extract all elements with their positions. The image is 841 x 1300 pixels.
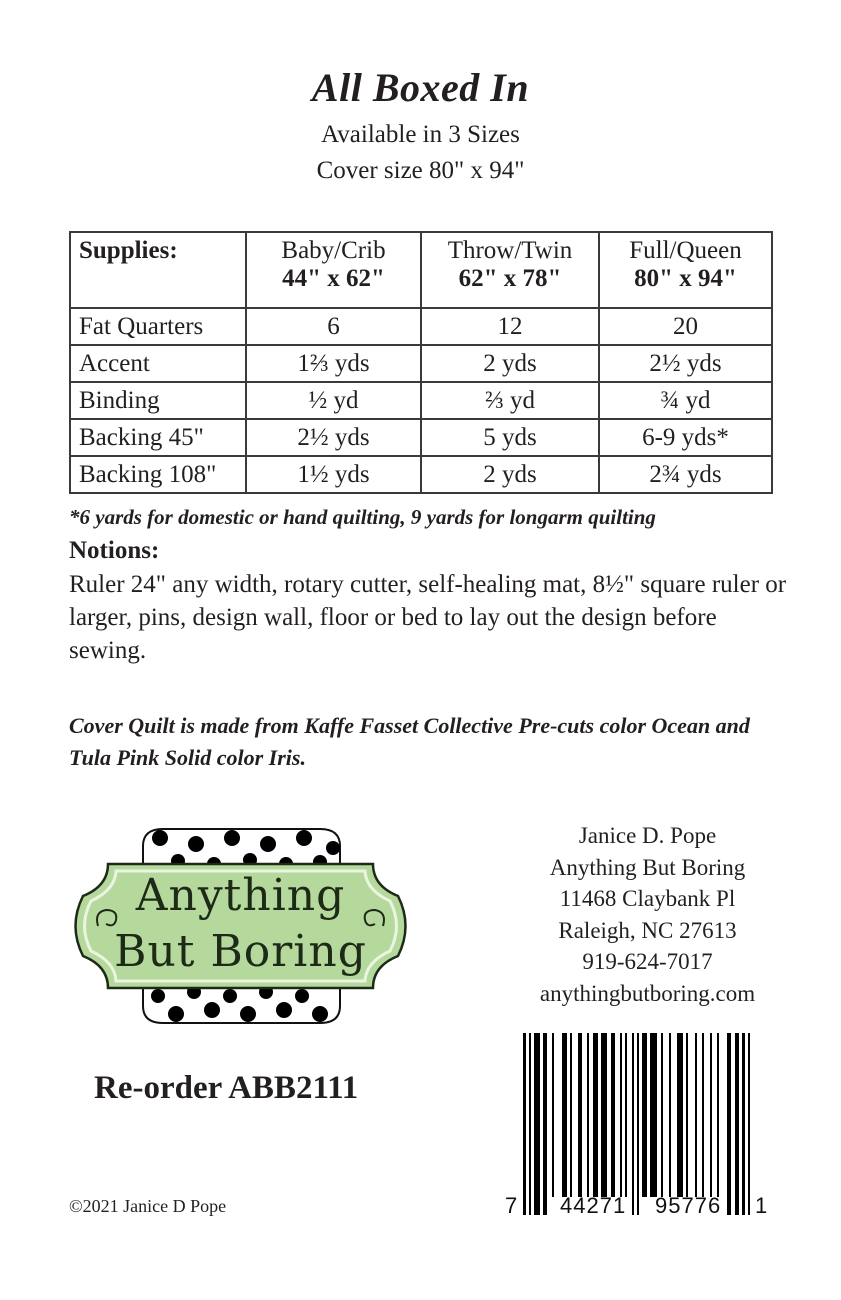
row-value: ¾ yd — [599, 382, 772, 419]
row-value: 2½ yds — [246, 419, 421, 456]
copyright: ©2021 Janice D Pope — [69, 1196, 227, 1216]
barcode-icon — [505, 1033, 770, 1223]
cover-size: Cover size 80" x 94" — [316, 157, 525, 184]
supplies-table — [69, 231, 773, 494]
row-value: 5 yds — [421, 419, 599, 456]
row-value: 1⅔ yds — [246, 345, 421, 382]
size-dims: 80" x 94" — [634, 264, 737, 292]
contact-website[interactable]: anythingbutboring.com — [539, 980, 756, 1006]
notions-heading: Notions: — [69, 537, 160, 564]
row-value: 6-9 yds* — [599, 419, 772, 456]
contact-street: 11468 Claybank Pl — [559, 886, 736, 911]
table-row — [70, 345, 772, 382]
size-column-baby — [246, 232, 421, 308]
size-name: Full/Queen — [629, 237, 742, 264]
contact-company: Anything But Boring — [549, 854, 746, 880]
row-value: ½ yd — [246, 382, 421, 419]
contact-phone: 919-624-7017 — [582, 949, 713, 974]
row-value: 20 — [599, 308, 772, 345]
row-value: 12 — [421, 308, 599, 345]
logo-line-2: But Boring — [114, 926, 367, 977]
table-row — [70, 419, 772, 456]
size-column-full — [599, 232, 772, 308]
row-value: 1½ yds — [246, 456, 421, 493]
upc-barcode — [505, 1033, 770, 1223]
brand-logo — [68, 826, 413, 1026]
reorder-code: Re-order ABB2111 — [94, 1070, 359, 1106]
notions-text: Ruler 24" any width, rotary cutter, self-healing mat, 8½" square ruler or larger, pins, design wall, floor or bed to lay out the design before sewing. — [69, 571, 787, 664]
row-value: 2 yds — [421, 456, 599, 493]
size-column-throw — [421, 232, 599, 308]
table-row — [70, 308, 772, 345]
size-dims: 44" x 62" — [282, 264, 385, 292]
supplies-label: Supplies: — [70, 232, 246, 308]
sizes-available: Available in 3 Sizes — [321, 121, 520, 148]
barcode-group-1: 44271 — [560, 1193, 627, 1218]
size-name: Baby/Crib — [281, 237, 386, 264]
cover-quilt-note: Cover Quilt is made from Kaffe Fasset Collective Pre-cuts color Ocean and Tula Pink Solid color Iris. — [69, 713, 750, 770]
table-row — [70, 382, 772, 419]
table-header-row — [70, 232, 772, 308]
barcode-group-2: 95776 — [655, 1193, 722, 1218]
row-item: Backing 45" — [70, 419, 246, 456]
row-value: 2¾ yds — [599, 456, 772, 493]
logo-line-1: Anything — [135, 870, 346, 921]
row-item: Backing 108" — [70, 456, 246, 493]
row-value: 6 — [246, 308, 421, 345]
barcode-digit-right: 1 — [755, 1193, 768, 1218]
barcode-digit-left: 7 — [505, 1193, 518, 1218]
row-item: Binding — [70, 382, 246, 419]
contact-name: Janice D. Pope — [578, 823, 717, 848]
table-row — [70, 456, 772, 493]
contact-city: Raleigh, NC 27613 — [558, 917, 737, 943]
row-value: 2 yds — [421, 345, 599, 382]
row-value: 2½ yds — [599, 345, 772, 382]
contact-block — [490, 820, 805, 1009]
row-item: Fat Quarters — [70, 308, 246, 345]
size-dims: 62" x 78" — [458, 264, 562, 292]
pattern-title: All Boxed In — [311, 65, 530, 110]
row-item: Accent — [70, 345, 246, 382]
row-value: ⅔ yd — [421, 382, 599, 419]
size-name: Throw/Twin — [447, 237, 573, 264]
backing-footnote: *6 yards for domestic or hand quilting, 9 yards for longarm quilting — [69, 505, 656, 529]
